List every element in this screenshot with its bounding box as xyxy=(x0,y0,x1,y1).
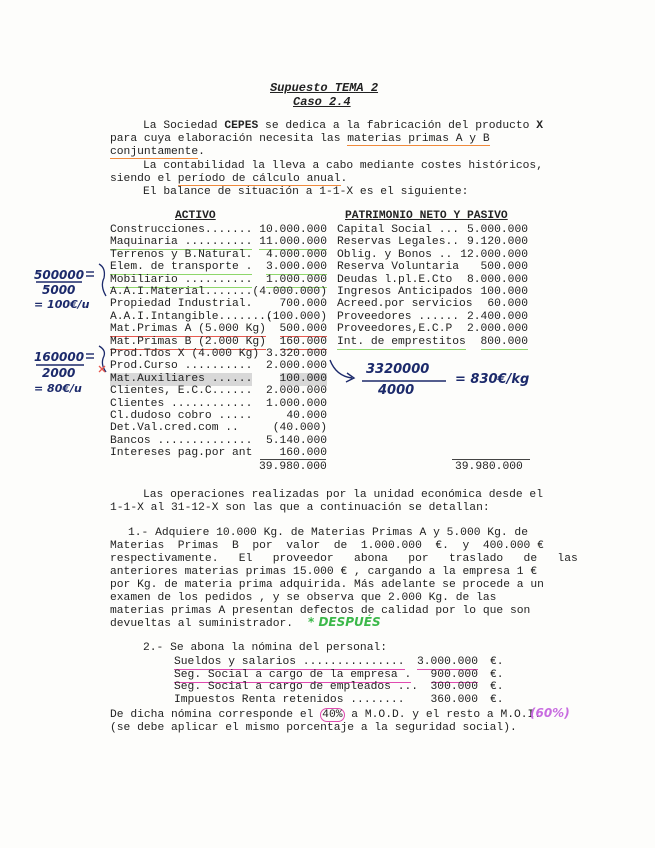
payroll-label: Sueldos y salarios ............... xyxy=(174,656,405,668)
op1-line-2: Materias Primas B por valor de 1.000.000 €. y 400.000 € xyxy=(110,540,544,552)
document-subtitle: Caso 2.4 xyxy=(293,95,351,109)
payroll-value: 300.000 xyxy=(430,681,478,694)
activo-label: Clientes ............ xyxy=(110,397,253,410)
payroll-value: 900.000 xyxy=(430,668,478,681)
activo-label: Intereses pag.por ant xyxy=(110,447,253,460)
activo-label: A.A.I.Intangible......... xyxy=(110,310,280,323)
payroll-unit: €. xyxy=(490,668,504,681)
payroll-label: Seg. Social a cargo de empleados ... xyxy=(174,681,419,694)
payroll-unit: €. xyxy=(490,693,504,706)
activo-value: 3.320.000 xyxy=(265,348,327,360)
activo-label: Maquinaria .......... xyxy=(110,236,253,249)
activo-value: 5.140.000 xyxy=(265,434,327,447)
payroll-value: 360.000 xyxy=(430,693,478,706)
hand-moi-percent: (60%) xyxy=(530,706,570,720)
hand-despues-note: * DESPUÉS xyxy=(308,615,381,629)
activo-value: (40.000) xyxy=(272,422,327,435)
op1-line-6: examen de los pedidos , y se observa que 2.000 Kg. de las xyxy=(110,592,497,604)
payroll-value: 3.000.000 xyxy=(416,656,478,668)
activo-label: Clientes, E.C.C...... xyxy=(110,385,253,398)
pasivo-label: Reservas Legales.. xyxy=(337,236,460,249)
activo-value: 4.000.000 xyxy=(265,248,327,261)
activo-value: 1.000.000 xyxy=(265,273,327,286)
op2-end-2: (se debe aplicar el mismo porcentaje a la seguridad social). xyxy=(110,722,517,734)
op1-line-4: anteriores materias primas 15.000 € , cargando a la empresa 1 € xyxy=(110,566,538,578)
pct-circled: 40% xyxy=(322,709,343,721)
intro-line-1: La Sociedad CEPES se dedica a la fabricación del producto X xyxy=(143,120,543,132)
op1-line-7: materias primas A presentan defectos de calidad por lo que son xyxy=(110,605,531,617)
document-title: Supuesto TEMA 2 xyxy=(270,81,379,95)
operations-intro-1: Las operaciones realizadas por la unidad económica desde el xyxy=(143,489,543,501)
intro-line-3: conjuntamente. xyxy=(110,146,205,158)
pasivo-label: Ingresos Anticipados xyxy=(337,286,473,298)
hand-calc-a-num: 500000 xyxy=(34,268,85,282)
payroll-unit: €. xyxy=(490,681,504,694)
activo-value: 100.000 xyxy=(279,372,327,385)
activo-label: Mobiliario .......... xyxy=(110,273,253,286)
hand-calc-a-den: 5000 xyxy=(42,283,76,297)
activo-value: 40.000 xyxy=(286,410,327,422)
payroll-unit: €. xyxy=(490,656,504,668)
op1-line-8: devueltas al suministrador. xyxy=(110,618,294,630)
activo-value: 1.000.000 xyxy=(265,397,327,410)
activo-header: ACTIVO xyxy=(175,210,216,222)
activo-value: 3.000.000 xyxy=(265,261,327,274)
activo-value: (4.000.000) xyxy=(252,286,327,298)
intro-line-6: El balance de situación a 1-1-X es el siguiente: xyxy=(143,186,469,198)
pasivo-value: 5.000.000 xyxy=(466,224,528,236)
pasivo-value: 8.000.000 xyxy=(466,273,528,286)
pasivo-value: 2.000.000 xyxy=(466,323,528,336)
pasivo-label: Oblig. y Bonos .. xyxy=(337,248,453,261)
pasivo-label: Capital Social ... xyxy=(337,224,460,236)
op1-line-3: respectivamente. El proveedor abona por traslado de las xyxy=(110,553,578,565)
activo-value: 2.000.000 xyxy=(265,360,327,373)
hand-calc-x-num: 3320000 xyxy=(366,362,430,377)
activo-value: 500.000 xyxy=(279,323,327,336)
activo-value: 2.000.000 xyxy=(265,385,327,398)
activo-value: (100.000) xyxy=(265,310,327,323)
activo-label: A.A.I.Material....... xyxy=(110,286,253,298)
activo-value: 160.000 xyxy=(279,335,327,348)
pasivo-label: Proveedores,E.C.P xyxy=(337,323,453,336)
operations-intro-2: 1-1-X al 31-12-X son las que a continuación se detallan: xyxy=(110,502,490,514)
activo-label: Prod.Curso .......... xyxy=(110,360,253,373)
activo-value: 10.000.000 xyxy=(259,224,327,236)
activo-label: Cl.dudoso cobro ..... xyxy=(110,410,253,422)
hand-calc-a-res: = 100€/u xyxy=(34,298,90,311)
payroll-label: Seg. Social a cargo de la empresa . xyxy=(174,668,412,681)
intro-line-2: para cuya elaboración necesita las materias primas A y B xyxy=(110,133,490,145)
activo-value: 700.000 xyxy=(279,298,327,311)
pasivo-value: 12.000.000 xyxy=(460,248,528,261)
activo-label: Bancos .............. xyxy=(110,434,253,447)
op2-title: 2.- Se abona la nómina del personal: xyxy=(143,642,388,654)
activo-label: Det.Val.cred.com .. xyxy=(110,422,239,435)
activo-label: Mat.Primas A (5.000 Kg) xyxy=(110,323,266,336)
activo-label: Elem. de transporte . xyxy=(110,261,253,274)
pasivo-value: 60.000 xyxy=(487,298,528,311)
op1-line-5: por Kg. de materia prima adquirida. Más adelante se procede a un xyxy=(110,579,544,591)
pasivo-value: 800.000 xyxy=(480,335,528,348)
op2-end-1: De dicha nómina corresponde el 40% a M.O.D. y el resto a M.O.I. xyxy=(110,709,542,721)
pasivo-value: 500.000 xyxy=(480,261,528,274)
activo-label: Construcciones....... xyxy=(110,224,253,236)
pasivo-header: PATRIMONIO NETO Y PASIVO xyxy=(345,210,508,222)
hand-calc-x-res: = 830€/kg xyxy=(455,372,530,387)
op1-line-1: 1.- Adquiere 10.000 Kg. de Materias Primas A y 5.000 Kg. de xyxy=(128,527,528,539)
activo-label: Mat.Primas B (2.000 Kg) xyxy=(110,335,266,348)
pasivo-label: Proveedores ...... xyxy=(337,310,460,323)
hand-calc-b-den: 2000 xyxy=(42,366,76,380)
pasivo-total: 39.980.000 xyxy=(455,461,523,473)
pasivo-value: 9.120.000 xyxy=(466,236,528,249)
hand-calc-b-num: 160000 xyxy=(34,350,85,364)
pasivo-value: 100.000 xyxy=(480,286,528,298)
payroll-label: Impuestos Renta retenidos ........ xyxy=(174,693,405,706)
activo-label: Mat.Auxiliares ...... xyxy=(110,372,253,385)
activo-label: Terrenos y B.Natural. xyxy=(110,248,253,261)
pasivo-label: Int. de emprestitos xyxy=(337,335,466,348)
pasivo-label: Reserva Voluntaria xyxy=(337,261,460,274)
activo-value: 160.000 xyxy=(279,447,327,460)
activo-total: 39.980.000 xyxy=(259,461,327,473)
pasivo-total-rule xyxy=(452,459,530,460)
activo-label: Prod.Tdos X (4.000 Kg) xyxy=(110,348,260,360)
pasivo-label: Acreed.por servicios xyxy=(337,298,473,311)
hand-calc-x-den: 4000 xyxy=(378,383,415,398)
intro-line-4: La contabilidad la lleva a cabo mediante costes históricos, xyxy=(143,160,543,172)
pasivo-value: 2.400.000 xyxy=(466,310,528,323)
intro-line-5: siendo el período de cálculo anual. xyxy=(110,173,348,185)
pasivo-label: Deudas l.pl.E.Cto xyxy=(337,273,453,286)
activo-label: Propiedad Industrial. xyxy=(110,298,253,311)
hand-calc-b-res: = 80€/u xyxy=(34,382,82,395)
activo-total-rule xyxy=(260,459,326,460)
activo-value: 11.000.000 xyxy=(259,236,327,249)
